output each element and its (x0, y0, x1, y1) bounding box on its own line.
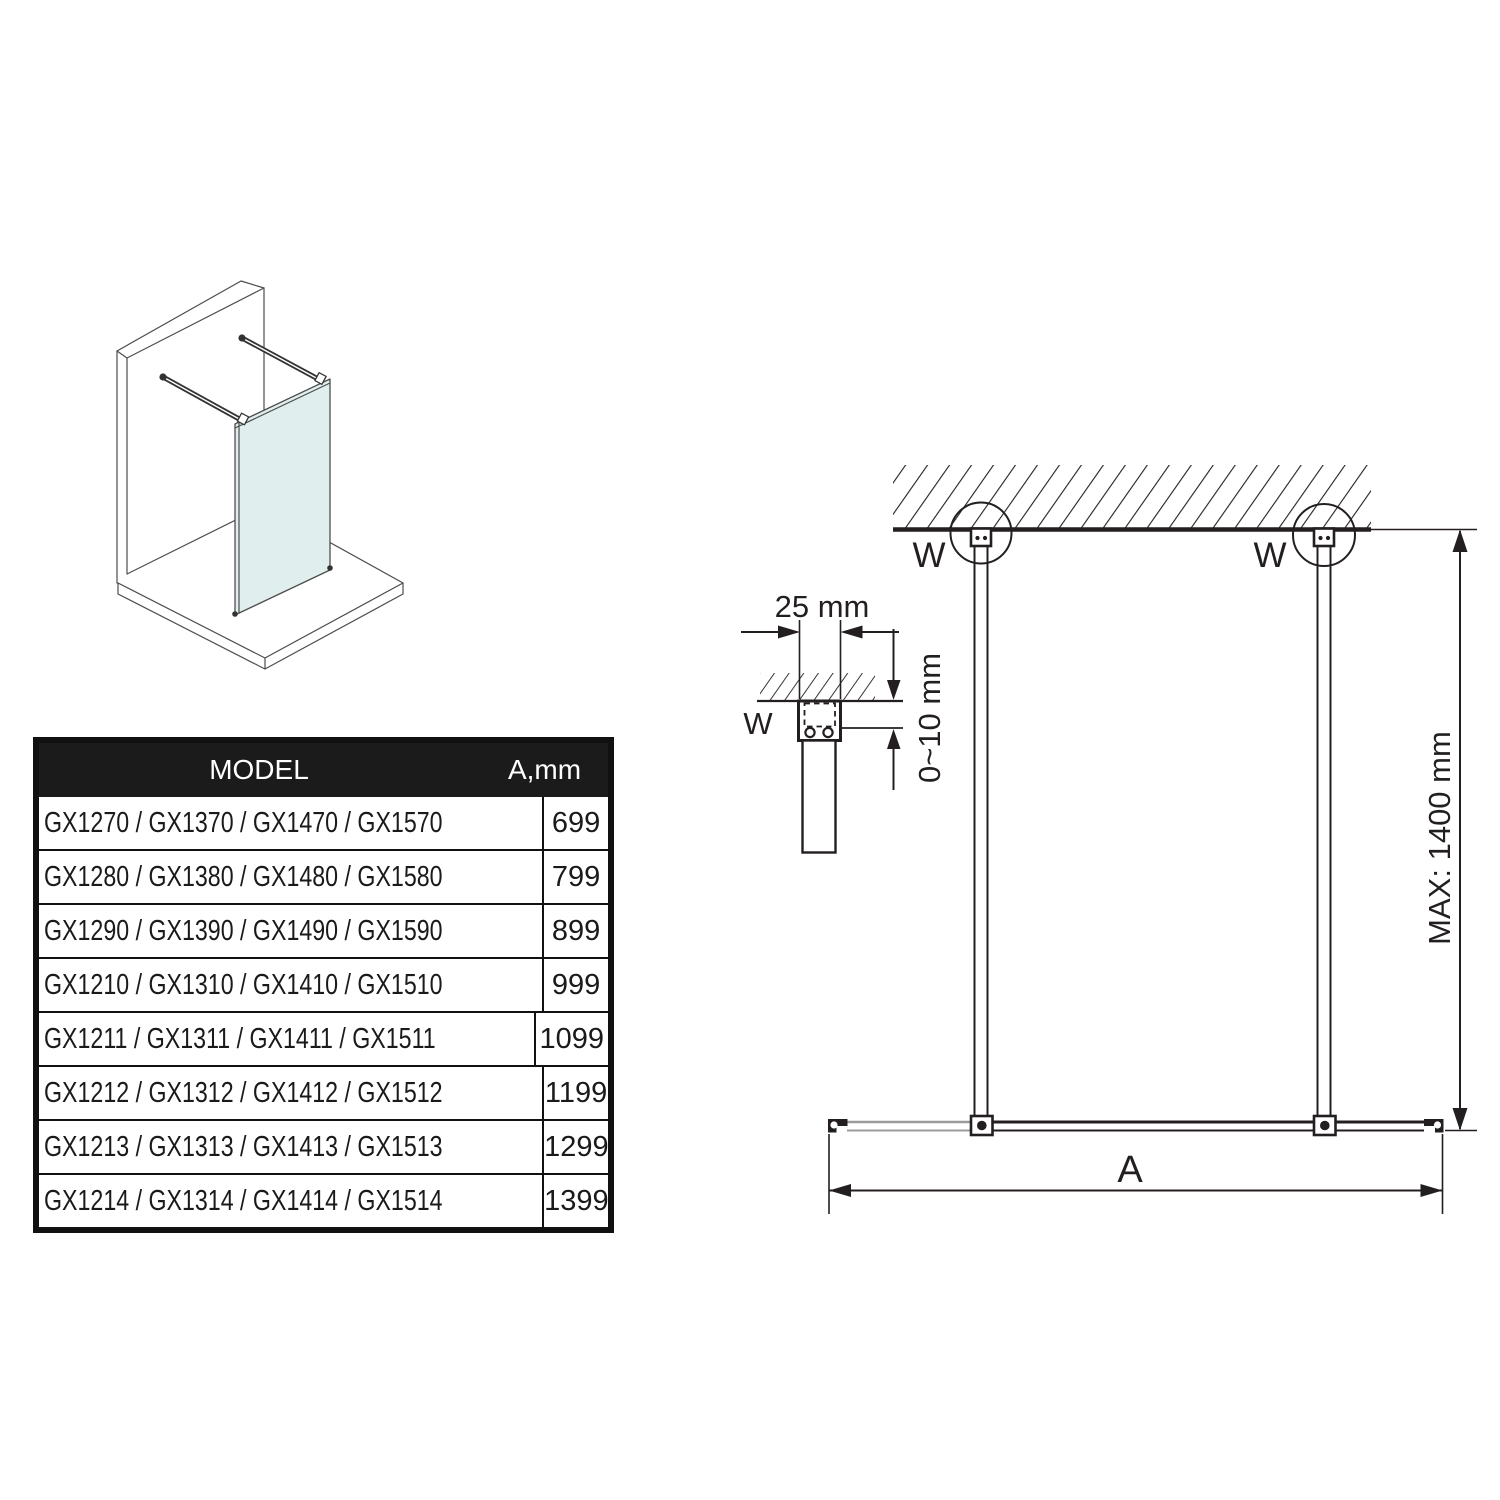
arrowhead-down (1453, 1108, 1468, 1131)
wall-bracket (971, 529, 991, 547)
detail-bar (803, 741, 836, 853)
front-view (741, 465, 1477, 1214)
cell-a: 699 (551, 806, 601, 839)
glass-foot-right (327, 565, 333, 571)
bottom-profile (828, 1116, 1444, 1135)
iso-glass-panel (232, 379, 333, 617)
cell-a: 1299 (544, 1130, 609, 1163)
cell-a: 1199 (544, 1076, 608, 1109)
arrowhead-left (829, 1184, 851, 1197)
bracket-screw (805, 728, 814, 737)
table-row (39, 1065, 608, 1119)
cell-model: GX1280 / GX1380 / GX1480 / GX1580 (44, 860, 443, 893)
bracket-screw (823, 728, 832, 737)
cell-a: 1099 (539, 1022, 605, 1055)
bar-wall-anchor (238, 334, 245, 341)
table-header (39, 743, 608, 797)
cell-model: GX1270 / GX1370 / GX1470 / GX1570 (44, 806, 443, 839)
cell-a: 1399 (544, 1184, 609, 1217)
arrowhead-right (778, 626, 800, 639)
arrowhead-up (1453, 530, 1468, 553)
cell-model: GX1213 / GX1313 / GX1413 / GX1513 (44, 1130, 443, 1163)
detail-width-label: 25 mm (774, 589, 870, 624)
wall-hatch (760, 673, 875, 700)
cell-model: GX1210 / GX1310 / GX1410 / GX1510 (44, 968, 443, 1001)
cell-model: GX1212 / GX1312 / GX1412 / GX1512 (44, 1076, 443, 1109)
ceiling-hatch (893, 465, 1371, 528)
cell-model: GX1211 / GX1311 / GX1411 / GX1511 (44, 1022, 436, 1055)
support-bar-right (1293, 504, 1355, 1116)
wall-label-left: W (912, 536, 946, 575)
model-size-table (33, 737, 614, 1233)
arrowhead-left (841, 626, 863, 639)
table-row (39, 849, 608, 903)
glass-foot-left (232, 611, 238, 617)
table-row (39, 1011, 608, 1065)
arrowhead-down (887, 680, 901, 700)
arrowhead-right (1421, 1184, 1443, 1197)
cell-a: 799 (551, 860, 601, 893)
table-row (39, 797, 608, 849)
wall-bracket (1314, 529, 1334, 547)
support-bar-left (951, 503, 1012, 1117)
max-height-label: MAX: 1400 mm (1422, 731, 1457, 945)
detail-wall-label: W (743, 706, 773, 741)
isometric-view (117, 281, 403, 669)
cell-a: 999 (551, 968, 601, 1001)
detail-gap-label: 0~10 mm (912, 652, 947, 784)
wall-label-right: W (1253, 536, 1287, 575)
table-row (39, 957, 608, 1011)
table-row (39, 1119, 608, 1173)
table-row (39, 903, 608, 957)
bar-wall-anchor (159, 373, 166, 380)
cell-model: GX1214 / GX1314 / GX1414 / GX1514 (44, 1184, 443, 1217)
width-a-label: A (1117, 1149, 1143, 1191)
header-cell-a: A,mm (507, 754, 582, 785)
header-cell-model: MODEL (209, 754, 309, 785)
table-body (39, 797, 608, 1227)
table-row (39, 1173, 608, 1227)
cell-model: GX1290 / GX1390 / GX1490 / GX1590 (44, 914, 443, 947)
cell-a: 899 (551, 914, 601, 947)
arrowhead-up (887, 729, 901, 749)
